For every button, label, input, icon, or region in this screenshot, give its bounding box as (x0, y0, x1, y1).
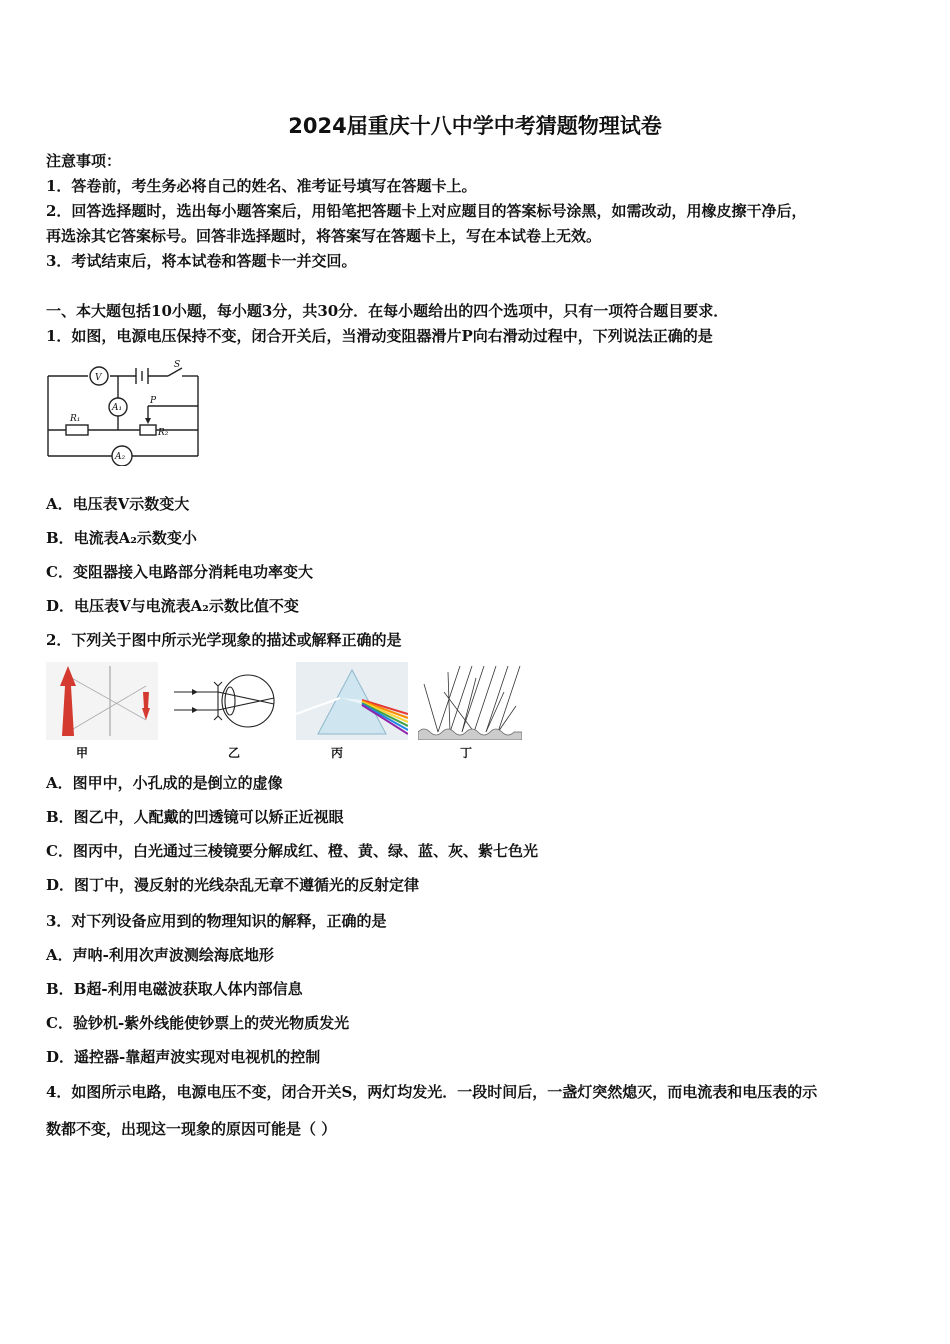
notice-item: 1．答卷前，考生务必将自己的姓名、准考证号填写在答题卡上。 (46, 177, 477, 195)
q3-option-d: D．遥控器-靠超声波实现对电视机的控制 (46, 1048, 321, 1066)
q1-option-a: A．电压表V示数变大 (46, 495, 190, 513)
q2-fig-diffuse-reflection (418, 662, 522, 740)
r2-label: R₂ (158, 428, 169, 438)
notice-item: 再选涂其它答案标号。回答非选择题时，将答案写在答题卡上，写在本试卷上无效。 (46, 227, 602, 245)
q2-fig-prism (296, 662, 408, 740)
q2-caption-ding: 丁 (460, 746, 473, 760)
q2-option-d: D．图丁中，漫反射的光线杂乱无章不遵循光的反射定律 (46, 876, 420, 894)
notice-item: 3．考试结束后，将本试卷和答题卡一并交回。 (46, 252, 357, 270)
q2-option-b: B．图乙中，人配戴的凹透镜可以矫正近视眼 (46, 808, 344, 826)
q2-fig-pinhole (46, 662, 158, 740)
notice-heading: 注意事项： (46, 152, 122, 170)
q2-option-c: C．图丙中，白光通过三棱镜要分解成红、橙、黄、绿、蓝、灰、紫七色光 (46, 842, 538, 860)
ammeter-a1-label: A₁ (112, 403, 123, 413)
q4-stem-line2: 数都不变，出现这一现象的原因可能是（ ） (46, 1120, 337, 1138)
section-heading: 一、本大题包括10小题，每小题3分，共30分．在每小题给出的四个选项中，只有一项符合题目要求． (46, 302, 729, 320)
q4-stem-line1: 4．如图所示电路，电源电压不变，闭合开关S，两灯均发光．一段时间后，一盏灯突然熄灭，而电流表和电压表的示 (46, 1083, 818, 1101)
q3-option-a: A．声呐-利用次声波测绘海底地形 (46, 946, 274, 964)
q1-option-b: B．电流表A₂示数变小 (46, 529, 197, 547)
q2-caption-jia: 甲 (76, 746, 89, 760)
ammeter-a2-label: A₂ (115, 452, 126, 462)
q2-fig-eye-lens (170, 664, 282, 740)
q1-stem: 1．如图，电源电压保持不变，闭合开关后，当滑动变阻器滑片P向右滑动过程中，下列说法正确的是 (46, 327, 713, 345)
q2-caption-yi: 乙 (228, 746, 241, 760)
q2-stem: 2．下列关于图中所示光学现象的描述或解释正确的是 (46, 631, 402, 649)
q2-caption-bing: 丙 (331, 746, 344, 760)
q1-option-d: D．电压表V与电流表A₂示数比值不变 (46, 597, 299, 615)
slider-p-label: P (150, 396, 157, 406)
page-title: 2024届重庆十八中学中考猜题物理试卷 (288, 114, 662, 138)
notice-item: 2．回答选择题时，选出每小题答案后，用铅笔把答题卡上对应题目的答案标号涂黑，如需改动，用橡皮擦干净后， (46, 202, 807, 220)
q1-circuit-diagram (44, 358, 204, 466)
r1-label: R₁ (70, 414, 81, 424)
q1-option-c: C．变阻器接入电路部分消耗电功率变大 (46, 563, 313, 581)
voltmeter-label: V (95, 373, 102, 383)
q3-option-b: B．B超-利用电磁波获取人体内部信息 (46, 980, 303, 998)
switch-s-label: S (174, 360, 181, 370)
q2-option-a: A．图甲中，小孔成的是倒立的虚像 (46, 774, 283, 792)
q3-option-c: C．验钞机-紫外线能使钞票上的荧光物质发光 (46, 1014, 350, 1032)
q3-stem: 3．对下列设备应用到的物理知识的解释，正确的是 (46, 912, 387, 930)
